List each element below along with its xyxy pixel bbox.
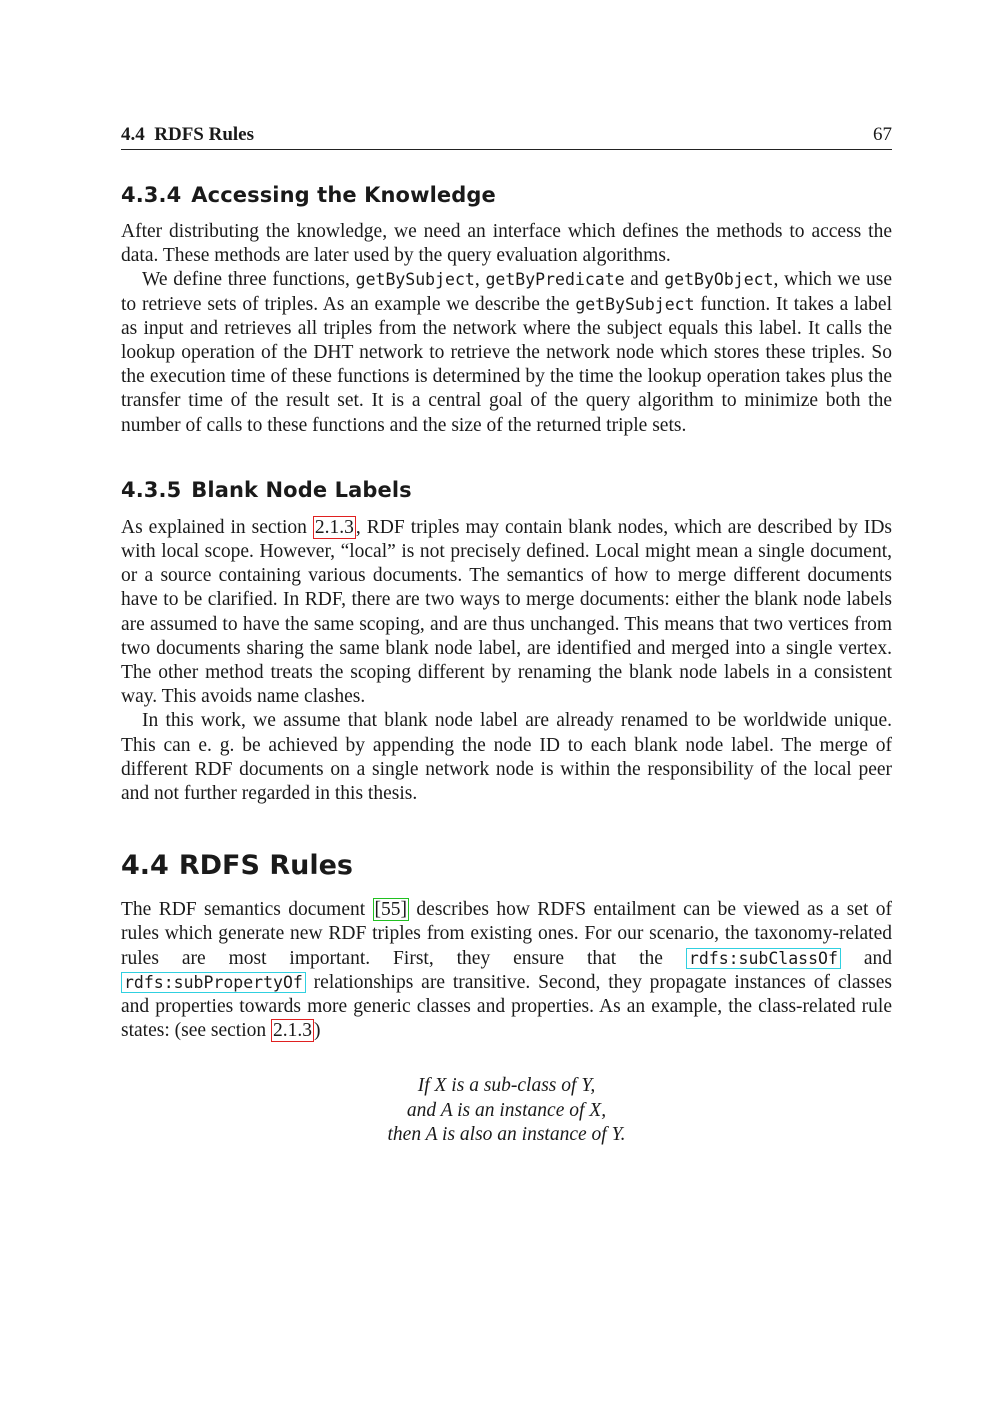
heading-4-3-5 bbox=[121, 478, 892, 502]
page-number: 67 bbox=[873, 124, 892, 145]
paragraph bbox=[121, 516, 892, 710]
rule-line: then A is also an instance of Y. bbox=[387, 1123, 626, 1145]
running-header bbox=[121, 120, 892, 150]
text: , RDF triples may contain blank nodes, which are described by IDs with local scope. However, “local” is not precisely defined. Local might mean a single document, or a source containing various documents. The semantics of how to merge different documents have to be clarified. In RDF, there are two ways to merge documents: either the blank node labels are assumed to have the same scoping, and are thus unchanged. This means that two vertices from two documents sharing the same blank node label, are identified and merged into a single vertex. The other method treats the scoping different by renaming the blank node labels in a consistent way. This avoids name clashes. bbox=[121, 516, 892, 708]
text: , bbox=[474, 269, 486, 291]
code-getbysubject: getBySubject bbox=[355, 270, 475, 290]
rule-line: If X is a sub-class of Y, bbox=[417, 1075, 596, 1097]
heading-title: RDFS Rules bbox=[178, 850, 353, 882]
term-link-subclassof[interactable]: rdfs:subClassOf bbox=[686, 948, 841, 969]
heading-4-4 bbox=[121, 850, 892, 881]
code-getbysubject: getBySubject bbox=[575, 294, 695, 314]
text: relationships are transitive. Second, they propagate instances of classes and properties towards more generic classes and properties. As an example, the class-related rule states: (see section bbox=[121, 971, 892, 1042]
text: describes how RDFS entailment can be viewed as a set of rules which generate new RDF triples from existing ones. For our scenario, the taxonomy-related rules are most important. First, they ensure that the bbox=[121, 899, 892, 969]
text: We define three functions, bbox=[142, 269, 356, 291]
rule-statement bbox=[121, 1074, 892, 1147]
paragraph bbox=[121, 268, 892, 437]
heading-4-3-4 bbox=[121, 183, 892, 207]
section-link[interactable]: 2.1.3 bbox=[273, 1020, 312, 1042]
text: As explained in section bbox=[121, 516, 313, 538]
code-getbyobject: getByObject bbox=[664, 270, 774, 290]
heading-title: Accessing the Knowledge bbox=[191, 183, 496, 207]
text: , which we use to retrieve sets of triples. As an example we describe the bbox=[121, 269, 893, 315]
text: and bbox=[624, 269, 665, 291]
paragraph bbox=[121, 898, 892, 1043]
heading-number: 4.3.5 bbox=[121, 477, 182, 502]
page bbox=[121, 120, 892, 1147]
header-section-title: 4.4 RDFS Rules bbox=[121, 124, 255, 145]
rule-line: and A is an instance of X, bbox=[406, 1099, 607, 1121]
section-link[interactable]: 2.1.3 bbox=[314, 516, 354, 538]
paragraph bbox=[121, 709, 892, 806]
code-getbypredicate: getByPredicate bbox=[485, 270, 625, 290]
heading-number: 4.4 bbox=[121, 850, 169, 882]
text: and bbox=[840, 947, 892, 969]
text: function. It takes a label as input and retrieves all triples from the network where the subject equals this label. It calls the lookup operation of the DHT network to retrieve the network node which stores these triples. So the execution time of these functions is determined by the time the lookup operation takes plus the transfer time of the result set. It is a central goal of the query algorithm to minimize both the number of calls to these functions and the size of the returned triple sets. bbox=[121, 293, 892, 436]
citation-link[interactable]: [55] bbox=[374, 899, 408, 921]
text: The RDF semantics document bbox=[121, 899, 373, 921]
paragraph bbox=[121, 220, 892, 268]
paragraph-text: After distributing the knowledge, we need an interface which defines the methods to access the data. These methods are later used by the query evaluation algorithms. bbox=[121, 221, 892, 267]
term-link-subpropertyof[interactable]: rdfs:subPropertyOf bbox=[121, 972, 306, 993]
heading-title: Blank Node Labels bbox=[191, 477, 412, 502]
text: ) bbox=[314, 1020, 321, 1042]
text: In this work, we assume that blank node label are already renamed to be worldwide unique. This can e. g. be achieved by appending the node ID to each blank node label. The merge of different RDF documents on a single network node is within the responsibility of the local peer and not further regarded in this thesis. bbox=[121, 710, 892, 805]
heading-number: 4.3.4 bbox=[121, 183, 182, 207]
